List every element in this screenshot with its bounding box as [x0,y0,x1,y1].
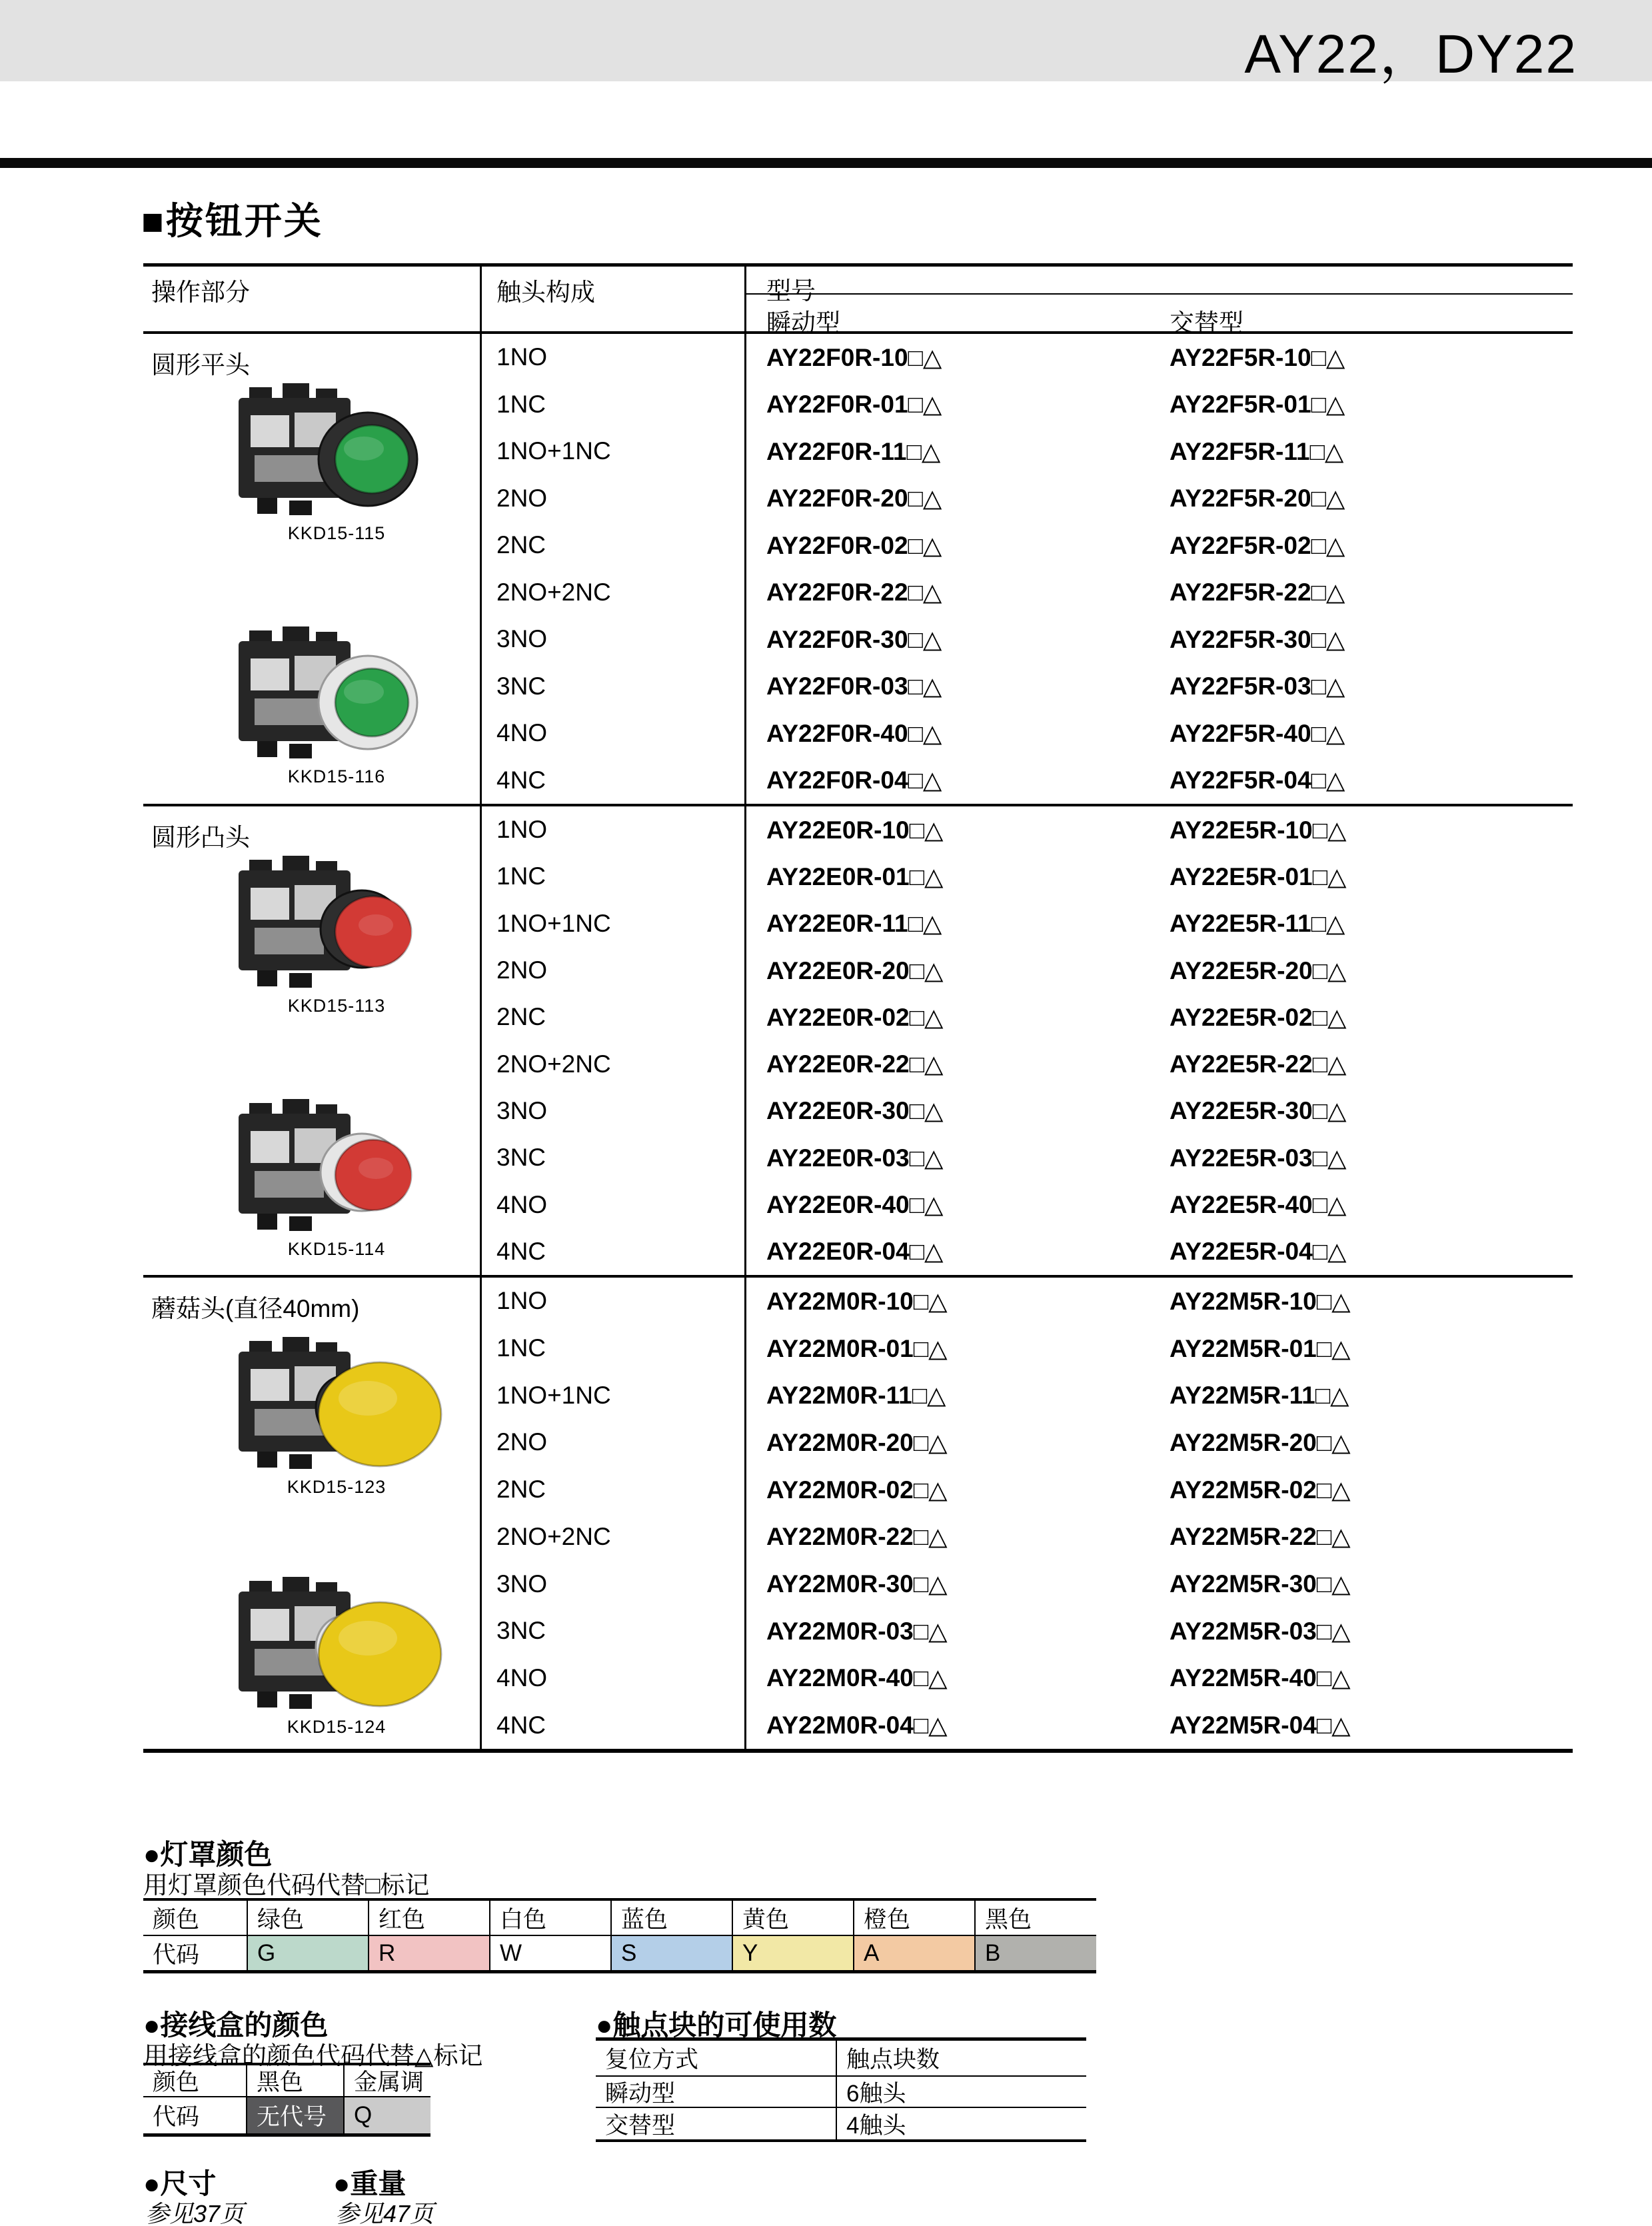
lens-color-name: 颜色 [153,1906,200,1933]
model-row [746,1701,1573,1749]
box-color-code-label: 代码 [153,2104,200,2130]
contact-config: 2NO [496,484,548,512]
pushbutton-switch-image [227,853,446,993]
model-momentary: AY22E0R-30□△ [766,1097,944,1125]
model-momentary: AY22F0R-04□△ [766,766,942,794]
model-row [746,1655,1573,1702]
model-row [746,1134,1573,1181]
model-momentary: AY22F0R-11□△ [766,437,941,465]
models-cell [746,806,1573,1275]
model-alternate: AY22F5R-20□△ [1170,485,1345,513]
section-heading: ■按钮开关 [141,200,323,242]
model-row [746,475,1573,523]
model-momentary: AY22F0R-20□△ [766,485,942,513]
lens-color-code: S [610,1936,732,1970]
model-momentary: AY22E0R-22□△ [766,1050,944,1078]
lens-color-code: W [489,1936,610,1970]
model-row [746,1181,1573,1228]
model-momentary: AY22M0R-22□△ [766,1523,948,1551]
box-color-label: 颜色 [153,2069,200,2095]
header-operation: 操作部分 [143,267,482,331]
dimensions-heading: ●尺寸 [143,2168,217,2199]
product-group [143,334,1573,804]
model-alternate: AY22F5R-10□△ [1170,343,1345,371]
pushbutton-switch-image [227,1574,446,1714]
header-alternate: 交替型 [1170,309,1243,337]
block-count-header: 触点块数 [836,2041,1086,2075]
model-alternate: AY22F5R-30□△ [1170,625,1345,653]
model-alternate: AY22E5R-04□△ [1170,1238,1347,1266]
dimensions-ref: 参见37页 [145,2200,245,2226]
model-row [746,710,1573,757]
model-row [746,853,1573,900]
model-row [746,1560,1573,1608]
lens-color-code-row [143,1936,1096,1970]
reset-mode: 瞬动型 [605,2080,676,2107]
model-alternate: AY22M5R-11□△ [1170,1382,1349,1410]
contact-config: 4NC [496,1711,546,1739]
model-row [746,806,1573,853]
model-momentary: AY22E0R-40□△ [766,1191,944,1219]
contact-blocks-row [596,2077,1086,2108]
photo-caption: KKD15-114 [287,1239,386,1259]
model-alternate: AY22E5R-11□△ [1170,910,1345,938]
lens-color-code: B [974,1936,1096,1970]
model-table-groups [143,334,1573,1749]
lens-color-header-row [143,1901,1096,1936]
model-row [746,900,1573,947]
contact-blocks-row [596,2108,1086,2139]
model-momentary: AY22F0R-01□△ [766,391,942,419]
contact-config: 1NC [496,862,546,890]
contacts-cell [482,334,746,804]
contact-config: 2NO+2NC [496,578,611,606]
model-row [746,1466,1573,1514]
contact-config: 3NC [496,672,546,700]
model-alternate: AY22M5R-20□△ [1170,1428,1351,1456]
contact-config: 2NO+2NC [496,1522,611,1550]
contact-config: 1NO+1NC [496,437,611,465]
contact-config: 4NC [496,1237,546,1265]
model-momentary: AY22M0R-02□△ [766,1476,948,1504]
reset-mode: 交替型 [605,2112,676,2139]
pushbutton-switch-image [227,381,446,521]
model-alternate: AY22E5R-02□△ [1170,1003,1347,1031]
page-title: AY22，DY22 [1244,24,1577,85]
model-momentary: AY22E0R-02□△ [766,1003,944,1031]
model-row [746,1514,1573,1561]
box-color-name: 金属调 [343,2065,430,2096]
model-alternate: AY22M5R-10□△ [1170,1287,1351,1315]
model-momentary: AY22M0R-04□△ [766,1711,948,1739]
model-row [746,381,1573,429]
model-alternate: AY22E5R-20□△ [1170,956,1347,984]
header-momentary: 瞬动型 [766,309,840,337]
header-rule [0,158,1652,168]
header-model [746,267,1573,337]
lens-color-code: A [853,1936,974,1970]
contact-config: 2NO [496,956,548,984]
box-color-header-row [143,2065,430,2097]
model-row [746,1040,1573,1087]
lens-color-name: 绿色 [247,1901,368,1935]
contacts-cell [482,1278,746,1749]
block-count: 6触头 [836,2077,1086,2107]
model-momentary: AY22F0R-30□△ [766,625,942,653]
model-momentary: AY22M0R-30□△ [766,1570,948,1598]
contact-config: 1NO [496,343,548,371]
product-photo [223,1334,450,1498]
model-momentary: AY22M0R-20□△ [766,1428,948,1456]
reset-mode-header: 复位方式 [605,2047,699,2073]
model-momentary: AY22E0R-11□△ [766,910,942,938]
model-row [746,1325,1573,1372]
group-label: 圆形平头 [151,351,250,379]
lens-color-code: G [247,1936,368,1970]
pushbutton-switch-image [227,624,446,764]
contact-config: 2NC [496,531,546,559]
contact-config: 4NO [496,1190,548,1218]
model-row [746,1419,1573,1466]
model-momentary: AY22F0R-40□△ [766,719,942,747]
model-momentary: AY22F0R-22□△ [766,578,942,606]
model-row [746,994,1573,1040]
box-color-name: 黑色 [246,2065,343,2096]
model-momentary: AY22E0R-04□△ [766,1238,944,1266]
model-alternate: AY22F5R-01□△ [1170,391,1345,419]
model-row [746,663,1573,710]
model-momentary: AY22E0R-10□△ [766,816,944,844]
operation-cell [143,806,482,1275]
model-row [746,428,1573,475]
model-table-header [143,267,1573,337]
photo-caption: KKD15-113 [287,996,386,1016]
contact-config: 2NC [496,1476,546,1504]
lens-color-code: Y [732,1936,853,1970]
model-momentary: AY22F0R-03□△ [766,672,942,700]
contact-config: 3NO [496,625,548,653]
model-alternate: AY22E5R-40□△ [1170,1191,1347,1219]
box-color-code: Q [343,2097,430,2133]
model-alternate: AY22M5R-22□△ [1170,1523,1351,1551]
model-alternate: AY22F5R-11□△ [1170,437,1344,465]
header-contacts: 触头构成 [482,267,746,331]
product-photo [223,381,450,544]
model-row [746,616,1573,663]
contact-config: 4NO [496,1664,548,1691]
model-row [746,569,1573,616]
lens-color-name: 黑色 [974,1901,1096,1935]
lens-color-name: 红色 [368,1901,489,1935]
model-row [746,334,1573,381]
lens-color-name: 橙色 [853,1901,974,1935]
contact-blocks-heading: ●触点块的可使用数 [596,2009,837,2041]
contact-config: 3NC [496,1617,546,1645]
operation-cell [143,1278,482,1749]
photo-caption: KKD15-124 [287,1717,387,1737]
model-alternate: AY22M5R-03□△ [1170,1617,1351,1645]
models-cell [746,334,1573,804]
model-row [746,757,1573,804]
model-momentary: AY22E0R-03□△ [766,1144,944,1172]
model-row [746,1228,1573,1275]
product-photo [223,624,450,787]
photo-caption: KKD15-116 [287,766,386,786]
contact-config: 1NC [496,390,546,418]
header-model-subrow [746,295,1573,337]
contact-config: 1NC [496,1334,546,1362]
block-count: 4触头 [836,2108,1086,2139]
lens-color-name: 蓝色 [610,1901,732,1935]
group-label: 蘑菇头(直径40mm) [151,1295,360,1322]
model-alternate: AY22M5R-30□△ [1170,1570,1351,1598]
contact-config: 3NC [496,1144,546,1172]
model-alternate: AY22F5R-22□△ [1170,578,1345,606]
weight-heading: ●重量 [333,2168,407,2199]
model-momentary: AY22F0R-02□△ [766,531,942,559]
contact-config: 2NC [496,1003,546,1031]
contact-config: 4NC [496,766,546,794]
model-alternate: AY22E5R-22□△ [1170,1050,1347,1078]
box-color-table [143,2063,430,2137]
photo-caption: KKD15-115 [287,523,386,543]
contact-config: 1NO+1NC [496,909,611,937]
box-color-note: 用接线盒的颜色代码代替△标记 [143,2042,483,2069]
model-row [746,1608,1573,1655]
product-group [143,804,1573,1275]
header-band [0,0,1652,85]
model-momentary: AY22M0R-03□△ [766,1617,948,1645]
model-alternate: AY22M5R-02□△ [1170,1476,1351,1504]
model-alternate: AY22F5R-02□△ [1170,531,1345,559]
header-model-label: 型号 [746,267,1573,295]
model-momentary: AY22F0R-10□△ [766,343,942,371]
box-color-code: 无代号 [246,2097,343,2133]
contact-config: 4NO [496,719,548,747]
model-alternate: AY22F5R-04□△ [1170,766,1345,794]
model-momentary: AY22M0R-10□△ [766,1287,948,1315]
photo-caption: KKD15-123 [287,1477,387,1497]
model-row [746,522,1573,569]
model-row [746,1088,1573,1134]
model-alternate: AY22F5R-40□△ [1170,719,1345,747]
lens-color-name: 黄色 [732,1901,853,1935]
group-label: 圆形凸头 [151,824,250,851]
lens-color-code: R [368,1936,489,1970]
model-momentary: AY22M0R-40□△ [766,1664,948,1692]
model-momentary: AY22E0R-01□△ [766,862,944,890]
contact-blocks-table [596,2037,1086,2142]
contact-config: 1NO [496,1287,548,1315]
contact-blocks-header-row [596,2041,1086,2077]
lens-color-code: 代码 [153,1941,200,1968]
model-alternate: AY22M5R-04□△ [1170,1711,1351,1739]
product-photo [223,1574,450,1737]
model-row [746,1372,1573,1419]
contacts-cell [482,806,746,1275]
operation-cell [143,334,482,804]
model-momentary: AY22M0R-11□△ [766,1382,946,1410]
lens-color-heading: ●灯罩颜色 [143,1839,273,1870]
lens-color-name: 白色 [489,1901,610,1935]
product-photo [223,853,450,1016]
weight-ref: 参见47页 [335,2200,434,2226]
box-color-heading: ●接线盒的颜色 [143,2009,329,2041]
models-cell [746,1278,1573,1749]
contact-config: 1NO [496,816,548,844]
model-row [746,1278,1573,1325]
product-photo [223,1096,450,1260]
model-alternate: AY22E5R-01□△ [1170,862,1347,890]
contact-config: 3NO [496,1570,548,1598]
model-alternate: AY22M5R-40□△ [1170,1664,1351,1692]
contact-config: 1NO+1NC [496,1381,611,1409]
pushbutton-switch-image [227,1096,446,1236]
contact-config: 2NO [496,1428,548,1456]
model-alternate: AY22M5R-01□△ [1170,1334,1351,1362]
contact-config: 3NO [496,1096,548,1124]
model-row [746,947,1573,994]
lens-color-note: 用灯罩颜色代码代替□标记 [143,1871,430,1899]
lens-color-table [143,1898,1096,1973]
box-color-code-row [143,2097,430,2133]
contact-config: 2NO+2NC [496,1050,611,1078]
product-group [143,1275,1573,1749]
pushbutton-switch-image [227,1334,446,1474]
model-alternate: AY22E5R-10□△ [1170,816,1347,844]
model-table [143,263,1573,1753]
model-alternate: AY22E5R-30□△ [1170,1097,1347,1125]
model-momentary: AY22M0R-01□△ [766,1334,948,1362]
model-alternate: AY22F5R-03□△ [1170,672,1345,700]
model-alternate: AY22E5R-03□△ [1170,1144,1347,1172]
model-momentary: AY22E0R-20□△ [766,956,944,984]
